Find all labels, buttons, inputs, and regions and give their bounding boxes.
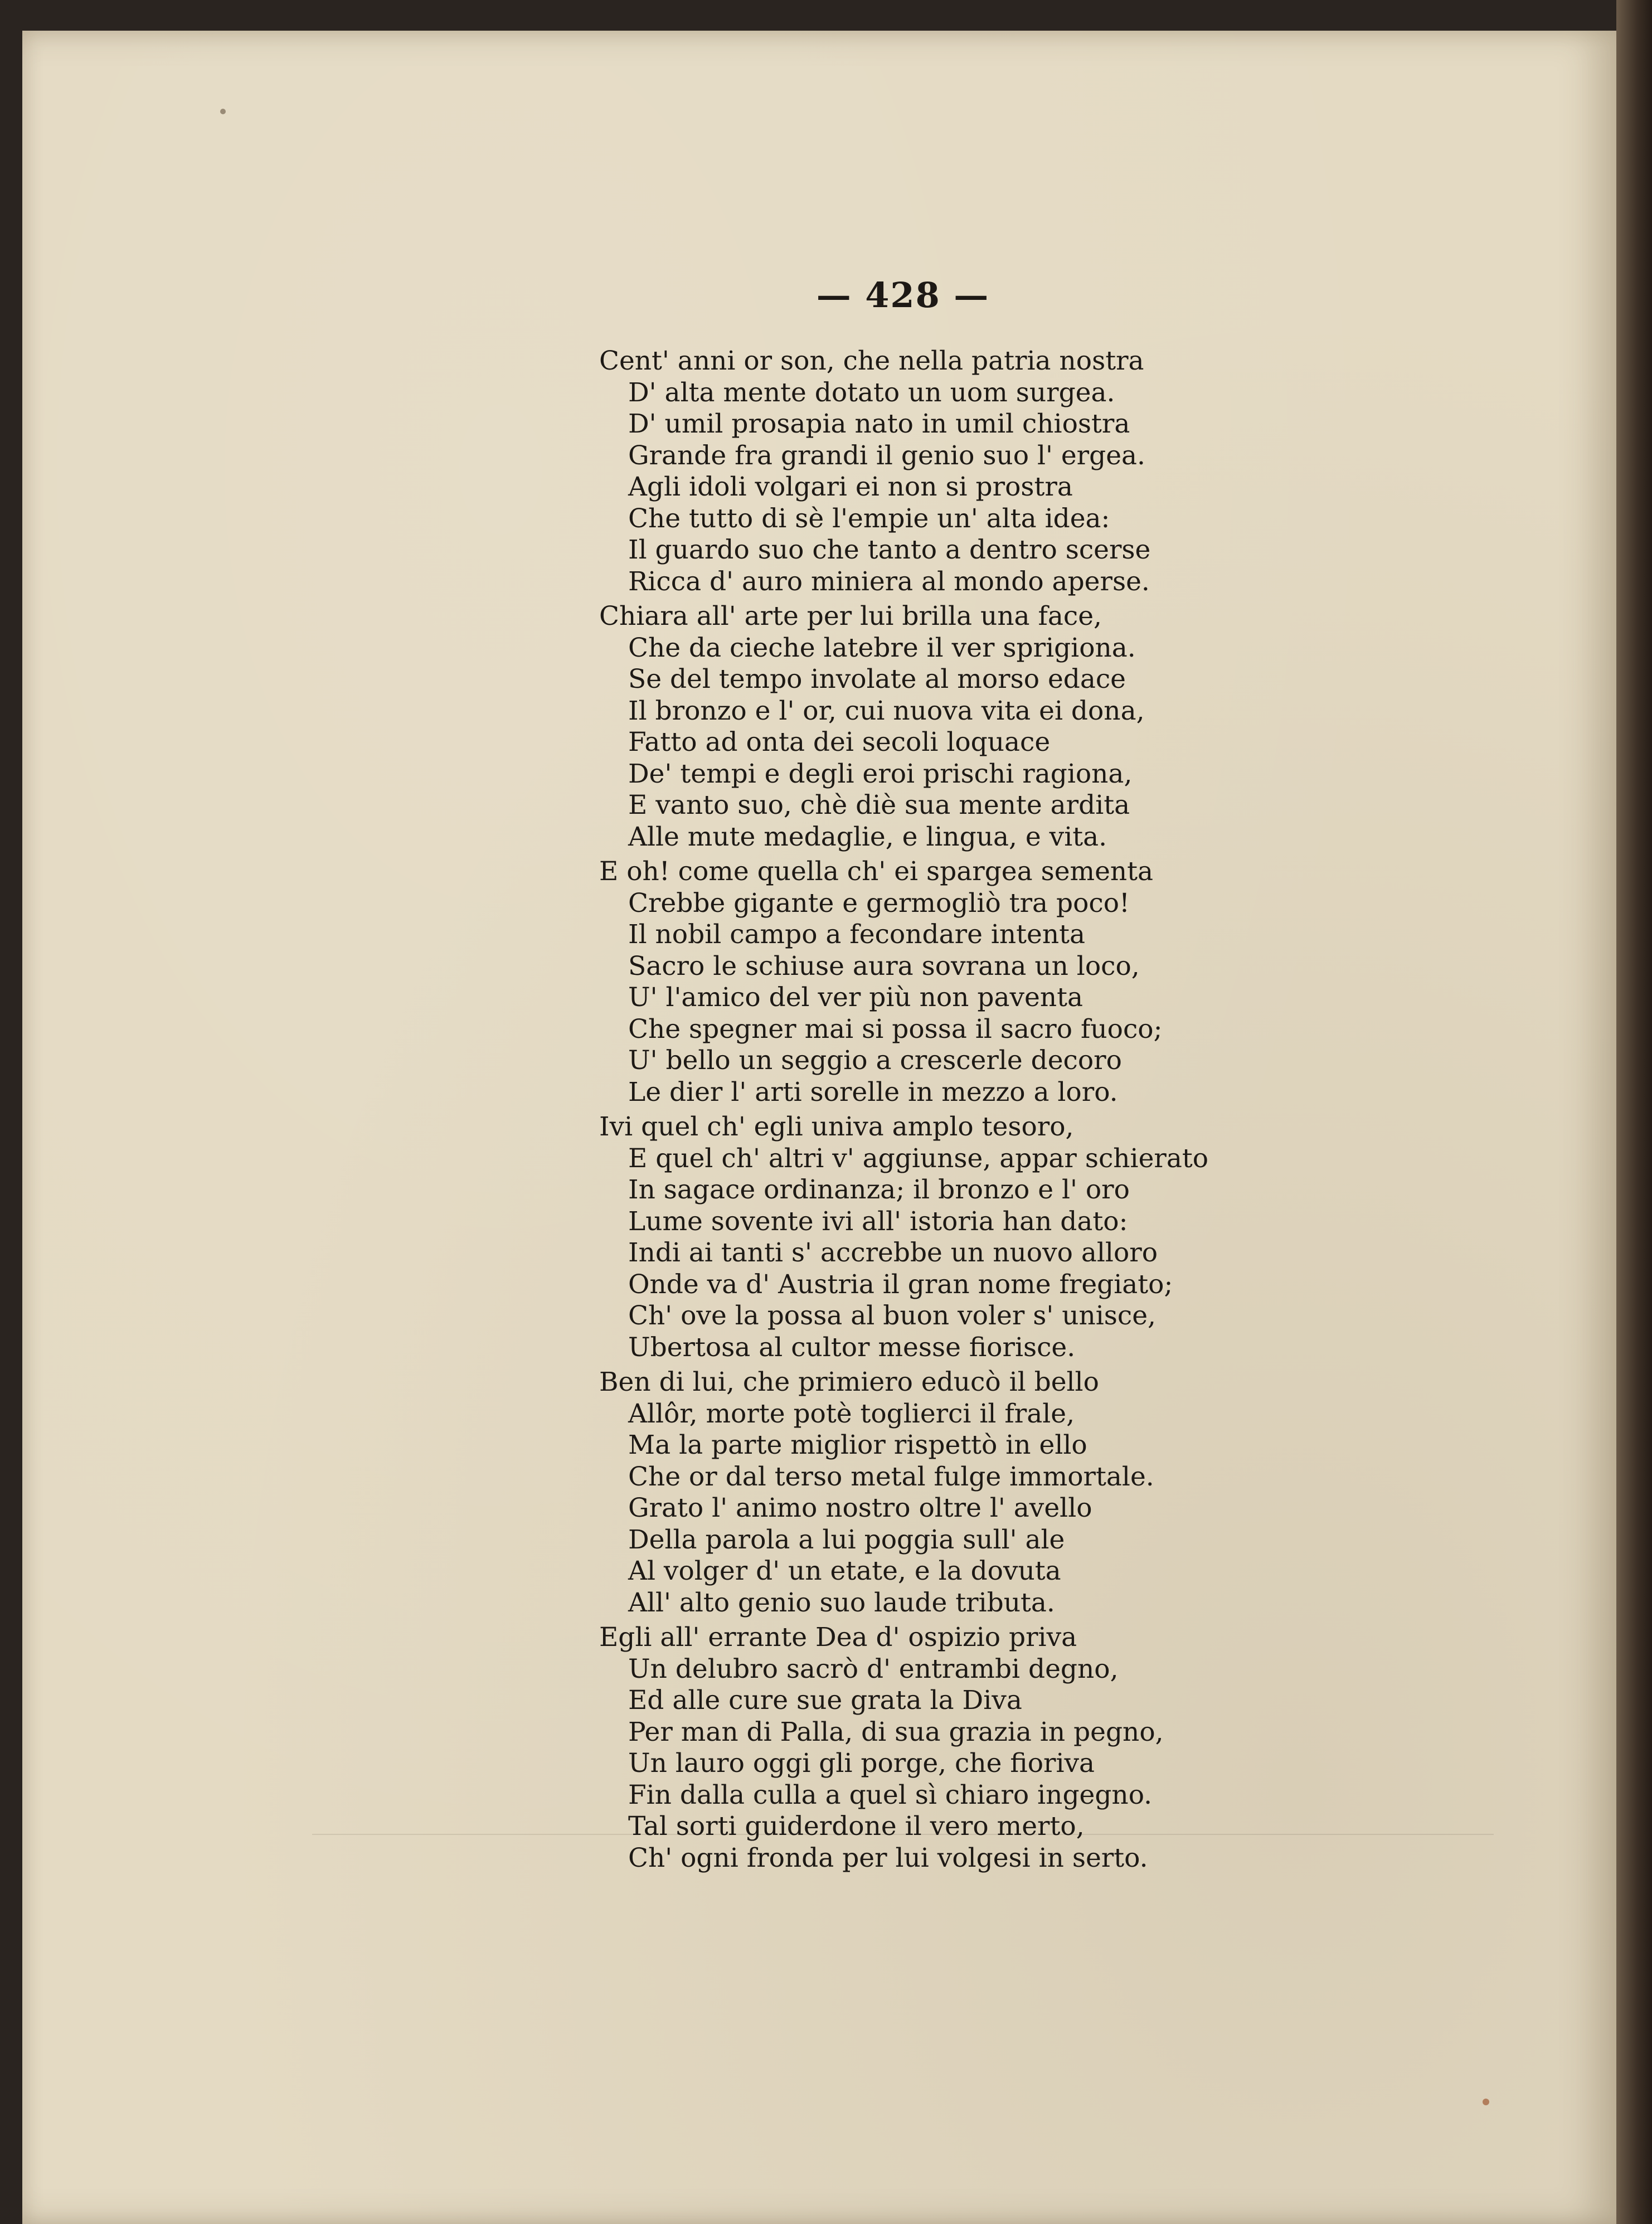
verse-line: Ricca d' auro miniera al mondo aperse. <box>628 566 1150 597</box>
verse-line: D' alta mente dotato un uom surgea. <box>628 377 1115 408</box>
verse-line: Lume sovente ivi all' istoria han dato: <box>628 1206 1128 1237</box>
stanza <box>599 346 1285 598</box>
verse-line: Ch' ove la possa al buon voler s' unisce, <box>628 1300 1156 1331</box>
verse-line: Grato l' animo nostro oltre l' avello <box>628 1493 1092 1523</box>
verse-line: Ben di lui, che primiero educò il bello <box>599 1367 1099 1397</box>
stanza <box>599 1367 1285 1619</box>
verse-line: Il bronzo e l' or, cui nuova vita ei dona, <box>628 695 1145 726</box>
verse-line: E quel ch' altri v' aggiunse, appar schierato <box>628 1143 1209 1174</box>
verse-line: Fin dalla culla a quel sì chiaro ingegno. <box>628 1779 1153 1810</box>
verse-line: Che tutto di sè l'empie un' alta idea: <box>628 503 1110 534</box>
verse-line: Il nobil campo a fecondare intenta <box>628 919 1085 950</box>
verse-line: De' tempi e degli eroi prischi ragiona, <box>628 758 1133 789</box>
verse-line: In sagace ordinanza; il bronzo e l' oro <box>628 1174 1130 1205</box>
verse-line: Che da cieche latebre il ver sprigiona. <box>628 632 1136 663</box>
verse-line: Tal sorti guiderdone il vero merto, <box>628 1811 1085 1842</box>
paper-speck <box>220 109 226 114</box>
verse-line: Sacro le schiuse aura sovrana un loco, <box>628 950 1140 982</box>
verse-line: Grande fra grandi il genio suo l' ergea. <box>628 440 1145 471</box>
stanza <box>599 1622 1285 1874</box>
verse-line: Crebbe gigante e germogliò tra poco! <box>628 887 1130 919</box>
verse-line: Cent' anni or son, che nella patria nostra <box>599 346 1144 376</box>
verse-line: Se del tempo involate al morso edace <box>628 664 1126 695</box>
verse-line: Allôr, morte potè toglierci il frale, <box>628 1398 1075 1429</box>
verse-line: Un lauro oggi gli porge, che fioriva <box>628 1748 1095 1779</box>
verse-line: Della parola a lui poggia sull' ale <box>628 1524 1065 1555</box>
book-spine-edge <box>1616 0 1652 2224</box>
verse-line: Ch' ogni fronda per lui volgesi in serto. <box>628 1842 1148 1873</box>
page-number: — 428 — <box>816 275 990 315</box>
verse-line: Agli idoli volgari ei non si prostra <box>628 472 1073 502</box>
poem-body <box>599 346 1285 1877</box>
verse-line: Che or dal terso metal fulge immortale. <box>628 1461 1154 1492</box>
verse-line: Chiara all' arte per lui brilla una face, <box>599 601 1102 632</box>
verse-line: Fatto ad onta dei secoli loquace <box>628 727 1051 757</box>
verse-line: E oh! come quella ch' ei spargea sementa <box>599 856 1154 887</box>
verse-line: Al volger d' un etate, e la dovuta <box>628 1556 1061 1586</box>
verse-line: Ubertosa al cultor messe fiorisce. <box>628 1332 1076 1363</box>
verse-line: Per man di Palla, di sua grazia in pegno, <box>628 1716 1164 1747</box>
verse-line: U' bello un seggio a crescerle decoro <box>628 1045 1122 1076</box>
verse-line: Ed alle cure sue grata la Diva <box>628 1685 1022 1716</box>
verse-line: D' umil prosapia nato in umil chiostra <box>628 409 1130 439</box>
verse-line: E vanto suo, chè diè sua mente ardita <box>628 790 1130 820</box>
verse-line: Che spegner mai si possa il sacro fuoco; <box>628 1013 1163 1045</box>
paper-speck <box>1483 2099 1489 2105</box>
book-page <box>22 31 1616 2224</box>
stanza <box>599 856 1285 1108</box>
verse-line: Egli all' errante Dea d' ospizio priva <box>599 1622 1077 1653</box>
verse-line: U' l'amico del ver più non paventa <box>628 982 1083 1013</box>
verse-line: Ma la parte miglior rispettò in ello <box>628 1430 1087 1460</box>
verse-line: Indi ai tanti s' accrebbe un nuovo alloro <box>628 1237 1158 1268</box>
verse-line: Il guardo suo che tanto a dentro scerse <box>628 535 1151 565</box>
verse-line: All' alto genio suo laude tributa. <box>628 1587 1055 1618</box>
verse-line: Ivi quel ch' egli univa amplo tesoro, <box>599 1111 1074 1142</box>
verse-line: Onde va d' Austria il gran nome fregiato; <box>628 1269 1173 1300</box>
stanza <box>599 601 1285 853</box>
verse-line: Un delubro sacrò d' entrambi degno, <box>628 1653 1119 1684</box>
verse-line: Le dier l' arti sorelle in mezzo a loro. <box>628 1076 1118 1108</box>
stanza <box>599 1111 1285 1363</box>
verse-line: Alle mute medaglie, e lingua, e vita. <box>628 821 1107 852</box>
